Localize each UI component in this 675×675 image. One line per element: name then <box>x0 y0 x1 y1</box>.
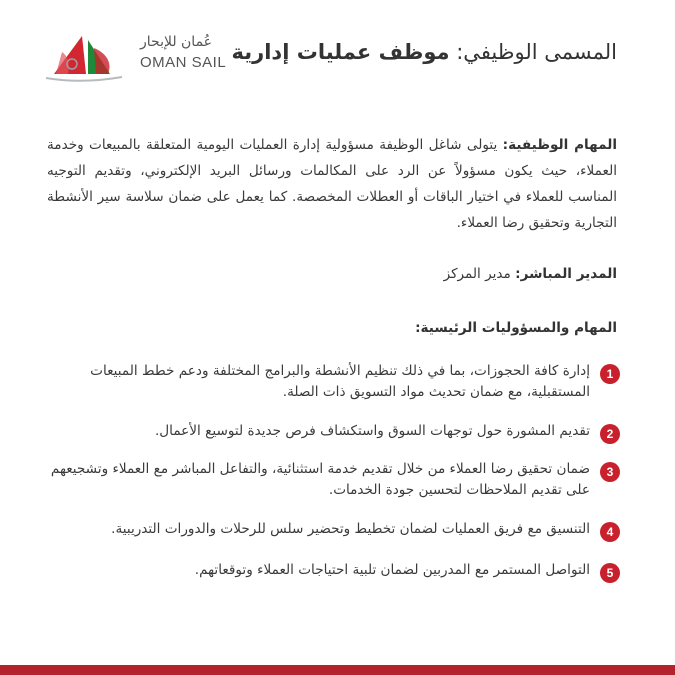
list-item-text: تقديم المشورة حول توجهات السوق واستكشاف فرص جديدة لتوسيع الأعمال. <box>154 423 590 439</box>
list-item <box>45 421 620 444</box>
title-label: المسمى الوظيفي: <box>456 40 617 64</box>
list-item-text: إدارة كافة الحجوزات، بما في ذلك تنظيم الأنشطة والبرامج المختلفة ودعم خطط المبيعات المستقبلية، مع ضمان تحديث مواد التسويق ذات الصلة. <box>90 363 590 400</box>
list-item <box>45 361 620 403</box>
responsibilities-heading: المهام والمسؤوليات الرئيسية: <box>415 320 617 336</box>
job-duties-label: المهام الوظيفية: <box>502 137 618 153</box>
list-item-text: ضمان تحقيق رضا العملاء من خلال تقديم خدمة استثنائية، والتفاعل المباشر مع العملاء وتشجيعهم على تقديم الملاحظات لتحسين جودة الخدمات. <box>50 461 590 498</box>
direct-manager-label: المدير المباشر: <box>515 266 617 282</box>
direct-manager-value: مدير المركز <box>443 266 511 282</box>
bottom-accent-bar <box>0 665 675 675</box>
sail-logo-icon <box>42 34 138 84</box>
job-duties-text: يتولى شاغل الوظيفة مسؤولية إدارة العمليات اليومية المتعلقة بالمبيعات وخدمة العملاء، حيث يكون مسؤولاً عن الرد على المكالمات ورسائل البريد الإلكتروني، وتقديم التوجيه المناسب للعملاء في اختيار الباقات أو العطلات المخصصة. كما يعمل على ضمان سلاسة سير الأنشطة التجارية وتحقيق رضا العملاء. <box>47 137 617 231</box>
direct-manager <box>47 262 617 286</box>
oman-sail-logo <box>42 34 227 84</box>
logo-arabic-text: عُمان للإبحار <box>140 34 213 50</box>
page-title <box>177 40 617 64</box>
job-duties-paragraph <box>47 132 617 236</box>
number-badge: 4 <box>600 522 620 542</box>
number-badge: 2 <box>600 424 620 444</box>
number-badge: 5 <box>600 563 620 583</box>
list-item-text: التنسيق مع فريق العمليات لضمان تخطيط وتحضير سلس للرحلات والدورات التدريبية. <box>111 521 590 537</box>
list-item <box>45 519 620 542</box>
number-badge: 1 <box>600 364 620 384</box>
list-item <box>45 459 620 501</box>
list-item <box>45 560 620 583</box>
title-value: موظف عمليات إدارية <box>231 40 450 64</box>
number-badge: 3 <box>600 462 620 482</box>
list-item-text: التواصل المستمر مع المدربين لضمان تلبية احتياجات العملاء وتوقعاتهم. <box>194 562 590 578</box>
logo-english-text: OMAN SAIL <box>140 54 227 71</box>
